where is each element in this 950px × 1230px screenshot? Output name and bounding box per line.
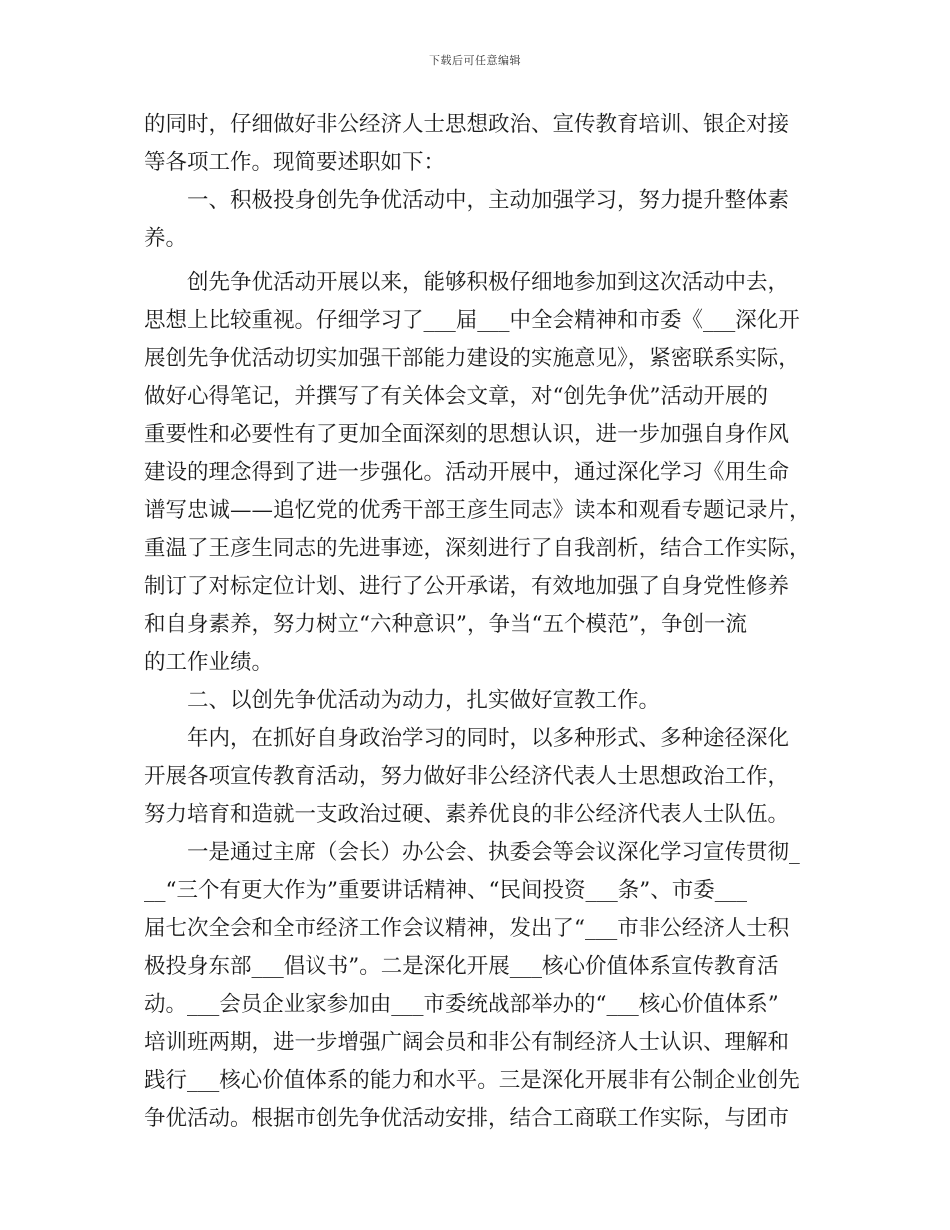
text-line: 一是通过主席（会长）办公会、执委会等会议深化学习宣传贯彻_	[144, 840, 800, 865]
text-line: 的同时，仔细做好非公经济人士思想政治、宣传教育培训、银企对接	[144, 112, 790, 137]
text-line: 和自身素养，努力树立“六种意识”，争当“五个模范”，争创一流	[144, 612, 747, 637]
text-line: 养。	[144, 226, 188, 251]
text-line: 建设的理念得到了进一步强化。活动开展中，通过深化学习《用生命	[144, 460, 790, 485]
text-line: 谱写忠诚——追忆党的优秀干部王彦生同志》读本和观看专题记录片，	[144, 498, 811, 523]
text-line: 动。___会员企业家参加由___市委统战部举办的“___核心价值体系”	[144, 992, 779, 1017]
text-line: 的工作业绩。	[144, 650, 274, 675]
text-line: 重要性和必要性有了更加全面深刻的思想认识，进一步加强自身作风	[144, 422, 790, 447]
text-line: 争优活动。根据市创先争优活动安排，结合工商联工作实际，与团市	[144, 1106, 790, 1131]
text-line: 努力培育和造就一支政治过硬、素养优良的非公经济代表人士队伍。	[144, 802, 790, 827]
text-line: 展创先争优活动切实加强干部能力建设的实施意见》，紧密联系实际，	[144, 346, 800, 371]
text-line: 做好心得笔记，并撰写了有关体会文章，对“创先争优”活动开展的	[144, 384, 768, 409]
text-line: __“三个有更大作为”重要讲话精神、“民间投资___条”、市委___	[144, 878, 747, 903]
document-body	[144, 106, 812, 1138]
text-line: 年内，在抓好自身政治学习的同时，以多种形式、多种途径深化	[144, 726, 790, 751]
text-line: 极投身东部___倡议书”。二是深化开展___核心价值体系宣传教育活	[144, 954, 779, 979]
text-line: 制订了对标定位计划、进行了公开承诺，有效地加强了自身党性修养	[144, 574, 790, 599]
text-line: 重温了王彦生同志的先进事迹，深刻进行了自我剖析，结合工作实际，	[144, 536, 811, 561]
text-line: 创先争优活动开展以来，能够积极仔细地参加到这次活动中去，	[144, 270, 790, 295]
page-header: 下载后可任意编辑	[429, 54, 521, 67]
text-line: 届七次全会和全市经济工作会议精神，发出了“___市非公经济人士积	[144, 916, 790, 941]
text-line: 思想上比较重视。仔细学习了___届___中全会精神和市委《___深化开	[144, 308, 800, 333]
text-line: 培训班两期，进一步增强广阔会员和非公有制经济人士认识、理解和	[144, 1030, 790, 1055]
text-line: 一、积极投身创先争优活动中，主动加强学习，努力提升整体素	[144, 188, 790, 213]
text-line: 二、以创先争优活动为动力，扎实做好宣教工作。	[144, 688, 661, 713]
text-line: 等各项工作。现简要述职如下：	[144, 150, 446, 175]
text-line: 践行___核心价值体系的能力和水平。三是深化开展非有公制企业创先	[144, 1068, 800, 1093]
text-line: 开展各项宣传教育活动，努力做好非公经济代表人士思想政治工作，	[144, 764, 790, 789]
